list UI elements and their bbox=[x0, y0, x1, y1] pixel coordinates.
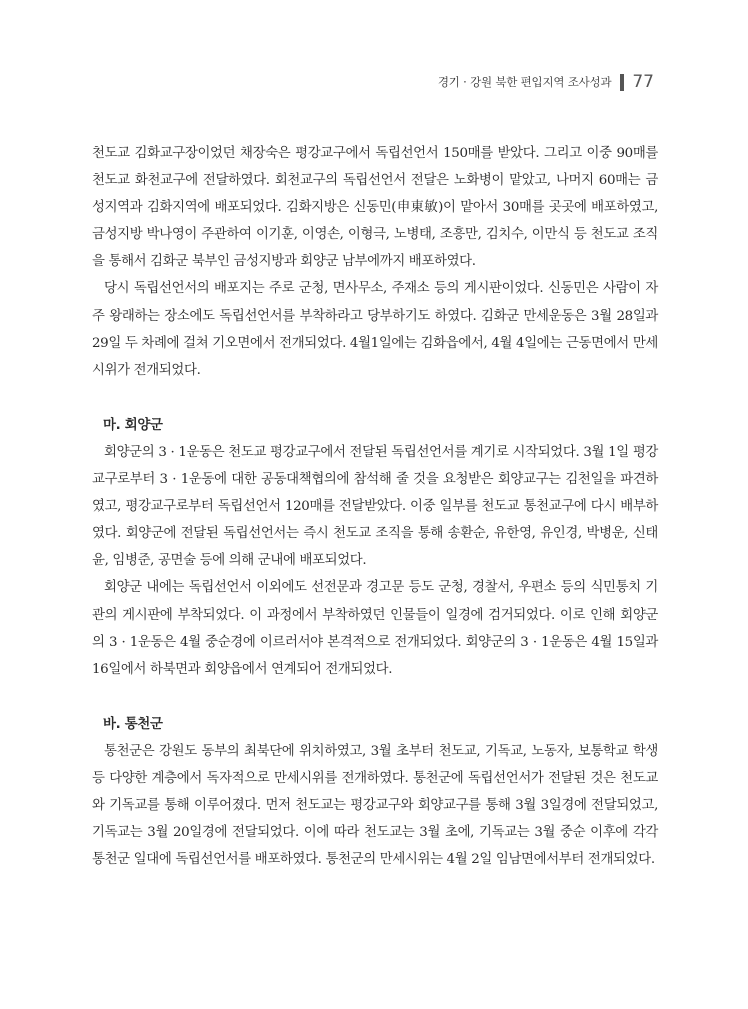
body-paragraph: 회양군의 3 · 1운동은 천도교 평강교구에서 전달된 독립선언서를 계기로 시작되었다. 3월 1일 평강교구로부터 3 · 1운동에 대한 공동대책협의에 참석해 줄 것을 요청받은 회양교구는 김천일을 파견하였고, 평강교구로부터 독립선언서 120매를 전달받았다. 이중 일부를 천도교 통천교구에 다시 배부하였다. 회양군에 전달된 독립선언서는 즉시 천도교 조직을 통해 송환순, 유한영, 유인경, 박병운, 신태윤, 임병준, 공면술 등에 의해 군내에 배포되었다. bbox=[92, 444, 658, 569]
header-divider-bar bbox=[620, 74, 624, 91]
page-body bbox=[92, 140, 658, 873]
page-number: 77 bbox=[632, 72, 654, 92]
running-header-title: 경기 · 강원 북한 편입지역 조사성과 bbox=[437, 75, 612, 89]
body-paragraph: 회양군 내에는 독립선언서 이외에도 선전문과 경고문 등도 군청, 경찰서, 우편소 등의 식민통치 기관의 게시판에 부착되었다. 이 과정에서 부착하였던 인물들이 일경에 검거되었다. 이로 인해 회양군의 3 · 1운동은 4월 중순경에 이르러서야 본격적으로 전개되었다. 회양군의 3 · 1운동은 4월 15일과 16일에서 하북면과 회양읍에서 연계되어 전개되었다. bbox=[92, 580, 658, 677]
body-paragraph: 천도교 김화교구장이었던 채장숙은 평강교구에서 독립선언서 150매를 받았다. 그리고 이중 90매를 천도교 화천교구에 전달하였다. 회천교구의 독립선언서 전달은 노화병이 맡았고, 나머지 60매는 금성지역과 김화지역에 배포되었다. 김화지방은 신동민(申東敏)이 맡아서 30매를 곳곳에 배포하였고, 금성지방 박나영이 주관하여 이기훈, 이영손, 이형극, 노병태, 조흥만, 김치수, 이만식 등 천도교 조직을 통해서 김화군 북부인 금성지방과 회양군 남부에까지 배포하였다. bbox=[92, 146, 659, 270]
body-paragraph: 통천군은 강원도 동부의 최북단에 위치하였고, 3월 초부터 천도교, 기독교, 노동자, 보통학교 학생 등 다양한 계층에서 독자적으로 만세시위를 전개하였다. 통천군에 독립선언서가 전달된 것은 천도교와 기독교를 통해 이루어졌다. 먼저 천도교는 평강교구와 회양교구를 통해 3월 3일경에 전달되었고, 기독교는 3월 20일경에 전달되었다. 이에 따라 천도교는 3월 초에, 기독교는 3월 중순 이후에 각각 통천군 일대에 독립선언서를 배포하였다. 통천군의 만세시위는 4월 2일 임남면에서부터 전개되었다. bbox=[92, 743, 658, 868]
section-heading-hoeyang: 마. 회양군 bbox=[103, 417, 163, 433]
running-header bbox=[438, 72, 654, 92]
section-heading-tongcheon: 바. 통천군 bbox=[103, 716, 163, 732]
body-paragraph: 당시 독립선언서의 배포지는 주로 군청, 면사무소, 주재소 등의 게시판이었다. 신동민은 사람이 자주 왕래하는 장소에도 독립선언서를 부착하라고 당부하기도 하였다. 김화군 만세운동은 3월 28일과 29일 두 차례에 걸쳐 기오면에서 전개되었다. 4월1일에는 김화읍에서, 4월 4일에는 근동면에서 만세시위가 전개되었다. bbox=[92, 281, 658, 378]
